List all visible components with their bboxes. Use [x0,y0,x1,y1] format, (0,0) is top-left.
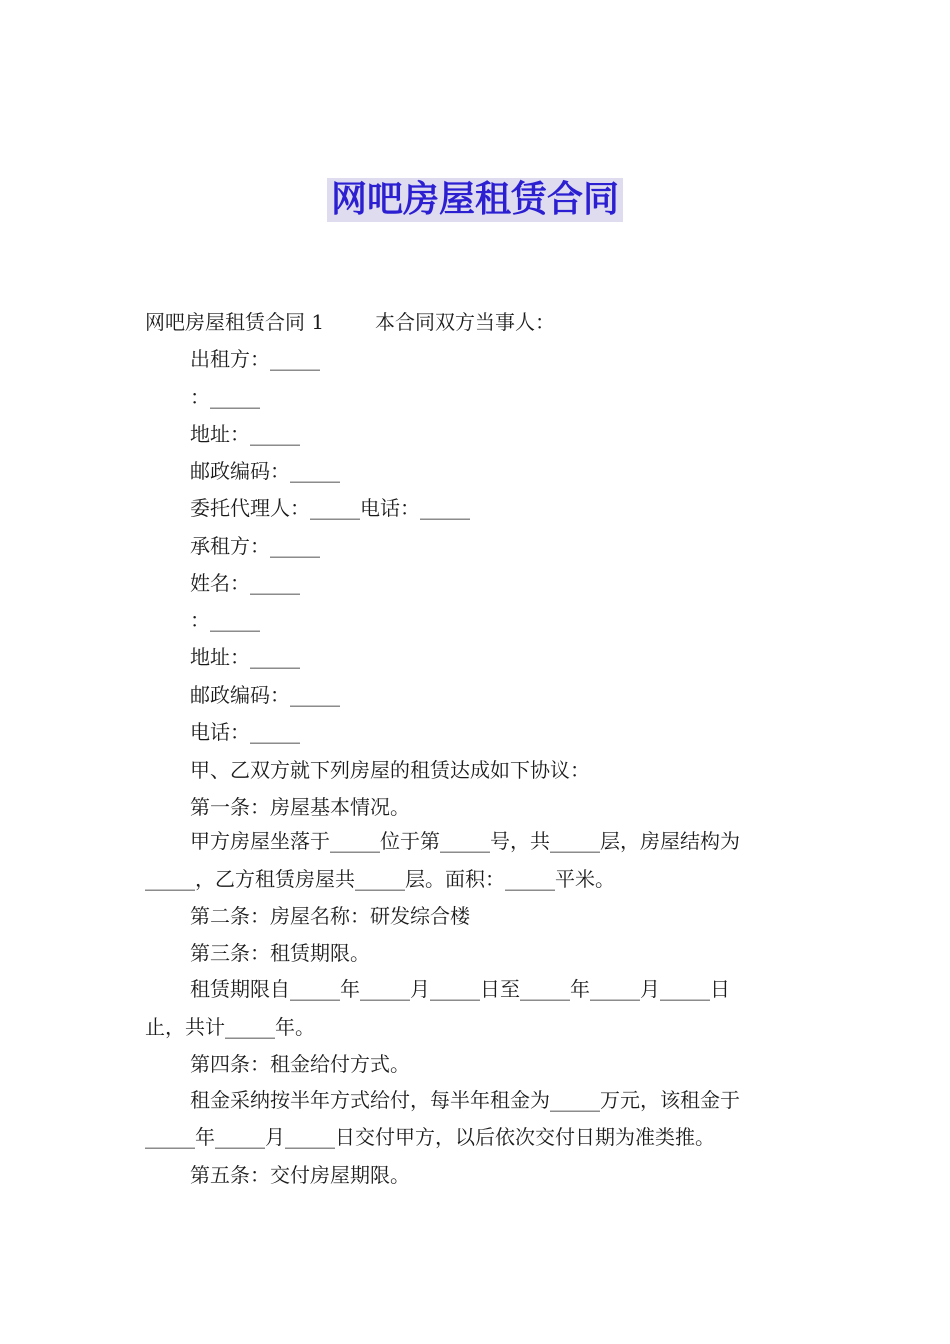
lessee-name-line: 姓名：_____ [190,571,300,595]
article-1-heading: 第一条：房屋基本情况。 [190,795,410,819]
title-container [0,178,950,222]
lessor-line: 出租方：_____ [190,347,320,371]
article-1-text-line-2: _____，乙方租赁房屋共_____层。面积：_____平米。 [145,867,615,891]
lessee-phone-line: 电话：_____ [190,720,300,744]
article-3-text-line-2: 止，共计_____年。 [145,1015,315,1039]
lessor-blank-line: ：_____ [190,385,260,409]
article-1-text-line-1: 甲方房屋坐落于_____位于第_____号，共_____层，房屋结构为 [190,829,740,853]
contract-heading-line: 网吧房屋租赁合同 1 本合同双方当事人： [145,310,555,334]
lessor-postcode-line: 邮政编码：_____ [190,459,340,483]
lessor-address-line: 地址：_____ [190,422,300,446]
article-5-heading: 第五条：交付房屋期限。 [190,1163,410,1187]
lessee-address-line: 地址：_____ [190,645,300,669]
article-3-heading: 第三条：租赁期限。 [190,941,370,965]
lessee-line: 承租方：_____ [190,534,320,558]
article-4-heading: 第四条：租金给付方式。 [190,1052,410,1076]
agreement-intro-line: 甲、乙双方就下列房屋的租赁达成如下协议： [190,758,590,782]
agent-phone-line: 委托代理人：_____电话：_____ [190,496,470,520]
lessee-postcode-line: 邮政编码：_____ [190,683,340,707]
article-2-heading: 第二条：房屋名称：研发综合楼 [190,904,470,928]
article-4-text-line-1: 租金采纳按半年方式给付，每半年租金为_____万元，该租金于 [190,1088,740,1112]
article-3-text-line-1: 租赁期限自_____年_____月_____日至_____年_____月_____日 [190,977,730,1001]
article-4-text-line-2: _____年_____月_____日交付甲方，以后依次交付日期为准类推。 [145,1125,715,1149]
document-title: 网吧房屋租赁合同 [327,178,623,222]
lessee-blank-line: ：_____ [190,608,260,632]
